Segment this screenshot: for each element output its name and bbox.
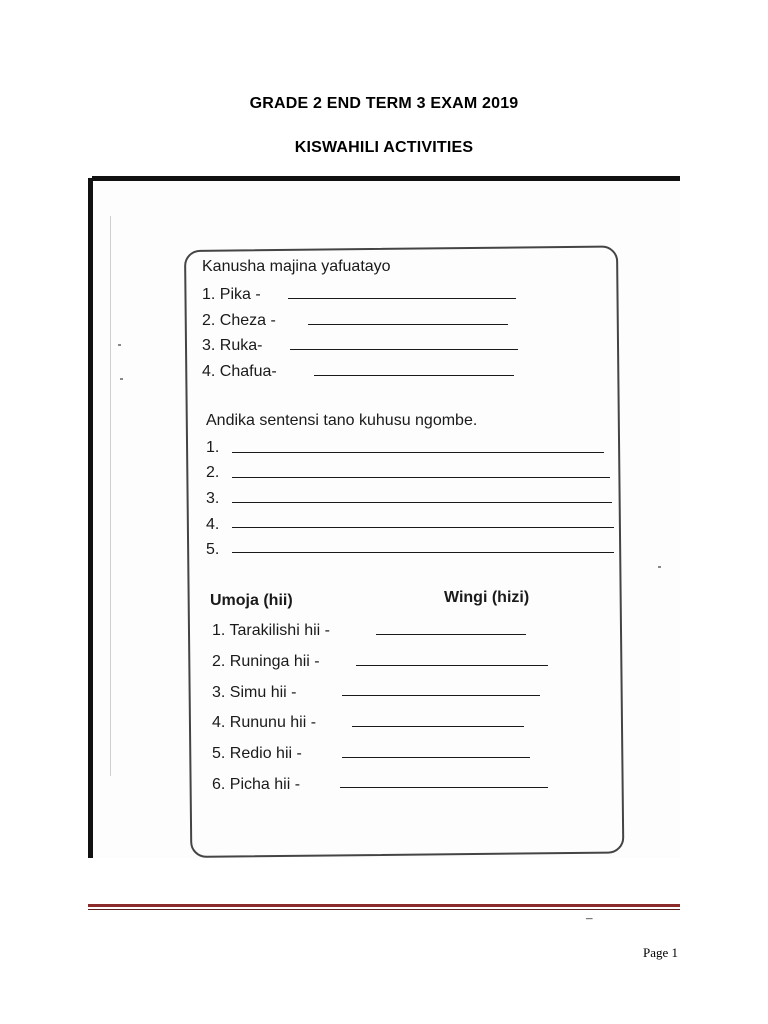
footer-dash: –	[586, 910, 593, 925]
section3-item: 5. Redio hii -	[212, 745, 302, 762]
scan-border-top	[92, 176, 680, 181]
section3-item: 1. Tarakilishi hii -	[212, 622, 330, 639]
section3-item: 4. Rununu hii -	[212, 714, 317, 731]
answer-line[interactable]	[352, 726, 524, 727]
answer-line[interactable]	[342, 695, 540, 696]
scan-speck	[120, 378, 123, 380]
section2-item: 4.	[206, 516, 220, 533]
scan-border-left	[88, 178, 93, 858]
answer-line[interactable]	[232, 552, 614, 553]
footer-rule	[88, 904, 680, 907]
umoja-heading: Umoja (hii)	[210, 592, 293, 609]
section1-item: 2. Cheza -	[202, 312, 276, 329]
answer-line[interactable]	[376, 634, 526, 635]
wingi-heading: Wingi (hizi)	[444, 589, 530, 606]
section2-item: 3.	[206, 490, 220, 507]
section2-heading: Andika sentensi tano kuhusu ngombe.	[206, 412, 478, 429]
answer-line[interactable]	[340, 787, 548, 788]
answer-line[interactable]	[232, 477, 610, 478]
scan-fold-line	[110, 216, 111, 776]
answer-line[interactable]	[288, 298, 516, 299]
section3-item: 2. Runinga hii -	[212, 653, 320, 670]
scanned-worksheet	[88, 176, 680, 858]
exam-subtitle: KISWAHILI ACTIVITIES	[294, 139, 474, 156]
answer-line[interactable]	[232, 527, 614, 528]
section1-item: 4. Chafua-	[202, 363, 277, 380]
answer-line[interactable]	[308, 324, 508, 325]
section3-item: 3. Simu hii -	[212, 684, 297, 701]
section3-item: 6. Picha hii -	[212, 776, 301, 793]
exam-title: GRADE 2 END TERM 3 EXAM 2019	[249, 95, 519, 112]
section2-item: 5.	[206, 541, 220, 558]
answer-line[interactable]	[232, 452, 604, 453]
answer-line[interactable]	[232, 502, 612, 503]
answer-line[interactable]	[290, 349, 518, 350]
answer-line[interactable]	[342, 757, 530, 758]
section1-item: 1. Pika -	[202, 286, 261, 303]
section2-item: 2.	[206, 464, 220, 481]
scan-speck	[658, 566, 661, 568]
section1-item: 3. Ruka-	[202, 337, 263, 354]
section2-item: 1.	[206, 439, 220, 456]
page-number: Page 1	[642, 945, 678, 960]
section1-heading: Kanusha majina yafuatayo	[202, 258, 391, 275]
answer-line[interactable]	[356, 665, 548, 666]
answer-line[interactable]	[314, 375, 514, 376]
scan-speck	[118, 344, 121, 346]
